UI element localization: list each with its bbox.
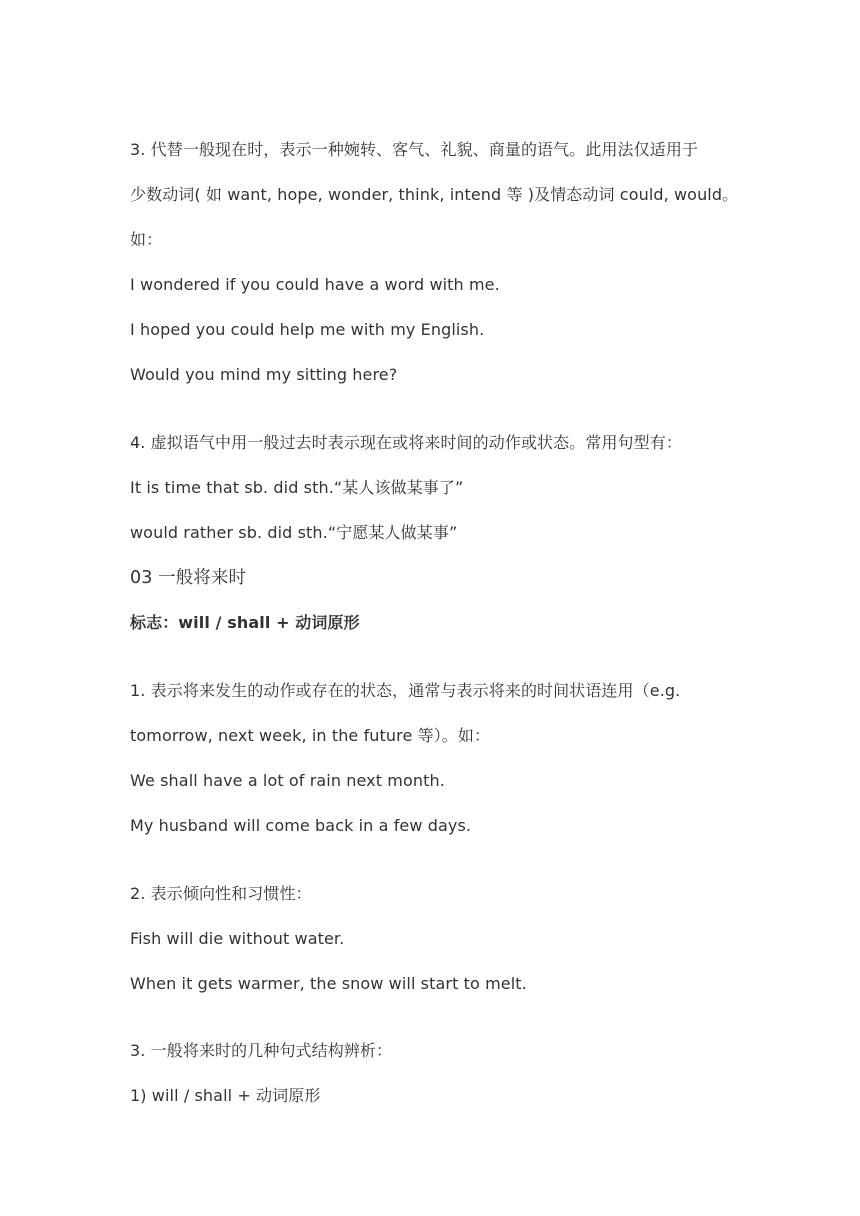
sentence-pattern: It is time that sb. did sth.“某人该做某事了” [130, 478, 464, 497]
paragraph-3-line-1: 3. 代替一般现在时，表示一种婉转、客气、礼貌、商量的语气。此用法仅适用于 [130, 140, 699, 159]
sentence-pattern: would rather sb. did sth.“宁愿某人做某事” [130, 523, 458, 542]
section-marker: 标志：will / shall + 动词原形 [130, 613, 360, 632]
example-sentence: Would you mind my sitting here? [130, 365, 398, 384]
paragraph-1-line-2: tomorrow, next week, in the future 等）。如： [130, 726, 491, 745]
structure-item: 1) will / shall + 动词原形 [130, 1086, 321, 1105]
paragraph-1-line-1: 1. 表示将来发生的动作或存在的状态，通常与表示将来的时间状语连用（e.g. [130, 681, 681, 700]
example-sentence: Fish will die without water. [130, 929, 345, 948]
example-sentence: We shall have a lot of rain next month. [130, 771, 445, 790]
example-sentence: I wondered if you could have a word with me. [130, 275, 500, 294]
paragraph-3-line-2: 少数动词( 如 want, hope, wonder, think, intend 等 )及情态动词 could, would。 [130, 185, 739, 204]
section-heading: 03 一般将来时 [130, 568, 247, 588]
paragraph-2-line-1: 2. 表示倾向性和习惯性： [130, 884, 312, 903]
paragraph-4-line-1: 4. 虚拟语气中用一般过去时表示现在或将来时间的动作或状态。常用句型有： [130, 433, 682, 452]
example-sentence: My husband will come back in a few days. [130, 816, 472, 835]
example-sentence: I hoped you could help me with my English. [130, 320, 485, 339]
example-sentence: When it gets warmer, the snow will start to melt. [130, 974, 527, 993]
paragraph-3b-line-1: 3. 一般将来时的几种句式结构辨析： [130, 1041, 393, 1060]
paragraph-3-line-3: 如： [130, 230, 163, 249]
